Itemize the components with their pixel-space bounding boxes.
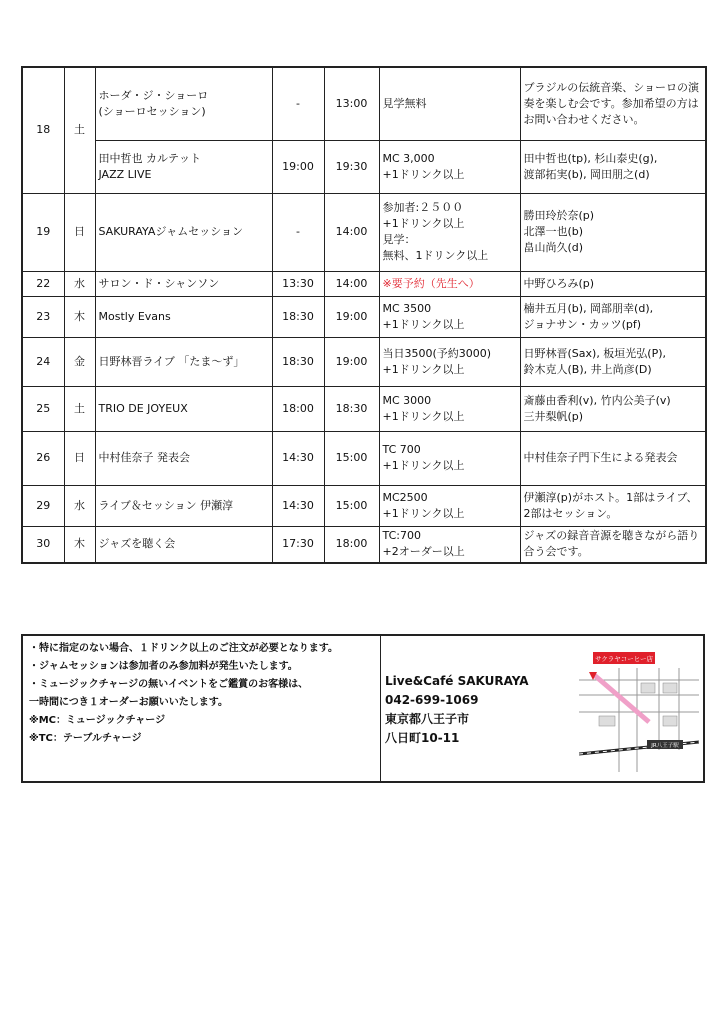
price-cell: MC 3000 +1ドリンク以上	[379, 386, 520, 431]
event-cell: ジャズを聴く会	[95, 526, 272, 563]
start-time-cell: 19:00	[324, 296, 379, 337]
performers-cell: ジャズの録音音源を聴きながら語り合う会です。	[520, 526, 706, 563]
weekday-cell: 木	[64, 526, 95, 563]
event-cell: Mostly Evans	[95, 296, 272, 337]
event-cell: ホーダ・ジ・ショーロ (ショーロセッション)	[95, 67, 272, 140]
start-time-cell: 19:00	[324, 337, 379, 386]
day-cell: 22	[22, 271, 64, 296]
performers-cell: 田中哲也(tp), 杉山泰史(g), 渡部拓実(b), 岡田朋之(d)	[520, 140, 706, 193]
price-cell: TC:700 +2オーダー以上	[379, 526, 520, 563]
shop-label: サクラヤコーヒー店	[595, 655, 653, 663]
weekday-cell: 土	[64, 386, 95, 431]
address-line: 八日町10-11	[385, 731, 460, 745]
weekday-cell: 水	[64, 271, 95, 296]
weekday-cell: 日	[64, 431, 95, 485]
price-cell: MC 3500 +1ドリンク以上	[379, 296, 520, 337]
open-time-cell: -	[272, 67, 324, 140]
open-time-cell: 18:00	[272, 386, 324, 431]
notes-panel	[23, 636, 381, 781]
open-time-cell: 18:30	[272, 296, 324, 337]
performers-cell: ブラジルの伝統音楽、ショーロの演奏を楽しむ会です。参加希望の方はお問い合わせください。	[520, 67, 706, 140]
note-line: ・ミュージックチャージの無いイベントをご鑑賞のお客様は、	[29, 679, 309, 690]
open-time-cell: 17:30	[272, 526, 324, 563]
station-label: JR八王子駅	[651, 743, 679, 749]
event-cell: ライブ＆セッション 伊瀬淳	[95, 485, 272, 526]
price-cell: TC 700 +1ドリンク以上	[379, 431, 520, 485]
phone-number: 042-699-1069	[385, 693, 479, 707]
price-cell: MC 3,000 +1ドリンク以上	[379, 140, 520, 193]
performers-cell: 勝田玲於奈(p) 北澤一也(b) 畠山尚久(d)	[520, 193, 706, 271]
weekday-cell: 日	[64, 193, 95, 271]
note-line: ・特に指定のない場合、１ドリンク以上のご注文が必要となります。	[29, 643, 338, 654]
open-time-cell: 19:00	[272, 140, 324, 193]
price-cell: ※要予約（先生へ）	[379, 271, 520, 296]
weekday-cell: 金	[64, 337, 95, 386]
start-time-cell: 14:00	[324, 271, 379, 296]
event-cell: SAKURAYAジャムセッション	[95, 193, 272, 271]
contact-block	[385, 672, 529, 748]
weekday-cell: 木	[64, 296, 95, 337]
price-cell: MC2500 +1ドリンク以上	[379, 485, 520, 526]
weekday-cell: 水	[64, 485, 95, 526]
performers-cell: 斎藤由香利(v), 竹内公美子(v) 三井梨帆(p)	[520, 386, 706, 431]
table-row	[22, 271, 706, 296]
day-cell: 24	[22, 337, 64, 386]
start-time-cell: 15:00	[324, 485, 379, 526]
price-cell: 見学無料	[379, 67, 520, 140]
note-line: ・ジャムセッションは参加者のみ参加料が発生いたします。	[29, 661, 298, 672]
open-time-cell: 13:30	[272, 271, 324, 296]
start-time-cell: 18:30	[324, 386, 379, 431]
day-cell: 18	[22, 67, 64, 193]
table-row	[22, 386, 706, 431]
day-cell: 26	[22, 431, 64, 485]
performers-cell: 中村佳奈子門下生による発表会	[520, 431, 706, 485]
table-row	[22, 193, 706, 271]
table-row	[22, 485, 706, 526]
start-time-cell: 15:00	[324, 431, 379, 485]
price-cell: 参加者:２５００ +1ドリンク以上 見学： 無料、1ドリンク以上	[379, 193, 520, 271]
event-cell: 日野林晋ライブ 「たま〜ず」	[95, 337, 272, 386]
start-time-cell: 13:00	[324, 67, 379, 140]
info-box	[21, 634, 705, 783]
performers-cell: 伊瀬淳(p)がホスト。1部はライブ、2部はセッション。	[520, 485, 706, 526]
start-time-cell: 14:00	[324, 193, 379, 271]
event-cell: 中村佳奈子 発表会	[95, 431, 272, 485]
event-cell: TRIO DE JOYEUX	[95, 386, 272, 431]
performers-cell: 楠井五月(b), 岡部朋幸(d), ジョナサン・カッツ(pf)	[520, 296, 706, 337]
table-row	[22, 337, 706, 386]
start-time-cell: 18:00	[324, 526, 379, 563]
start-time-cell: 19:30	[324, 140, 379, 193]
weekday-cell: 土	[64, 67, 95, 193]
event-cell: 田中哲也 カルテット JAZZ LIVE	[95, 140, 272, 193]
event-cell: サロン・ド・シャンソン	[95, 271, 272, 296]
table-row	[22, 526, 706, 563]
open-time-cell: 14:30	[272, 485, 324, 526]
address-line: 東京都八王子市	[385, 712, 470, 726]
note-line: 一時間につき１オーダーお願いいたします。	[29, 697, 228, 708]
table-row	[22, 140, 706, 193]
open-time-cell: -	[272, 193, 324, 271]
day-cell: 25	[22, 386, 64, 431]
table-row	[22, 296, 706, 337]
venue-name: Live&Café SAKURAYA	[385, 674, 529, 688]
price-cell: 当日3500(予約3000) +1ドリンク以上	[379, 337, 520, 386]
schedule-table	[21, 66, 707, 564]
table-row	[22, 67, 706, 140]
day-cell: 23	[22, 296, 64, 337]
note-line: ※MC：ミュージックチャージ	[29, 715, 166, 726]
day-cell: 30	[22, 526, 64, 563]
open-time-cell: 14:30	[272, 431, 324, 485]
note-line: ※TC：テーブルチャージ	[29, 733, 142, 744]
access-map	[579, 650, 699, 772]
day-cell: 29	[22, 485, 64, 526]
day-cell: 19	[22, 193, 64, 271]
table-row	[22, 431, 706, 485]
performers-cell: 日野林晋(Sax), 板垣光弘(P), 鈴木克人(B), 井上尚彦(D)	[520, 337, 706, 386]
open-time-cell: 18:30	[272, 337, 324, 386]
performers-cell: 中野ひろみ(p)	[520, 271, 706, 296]
